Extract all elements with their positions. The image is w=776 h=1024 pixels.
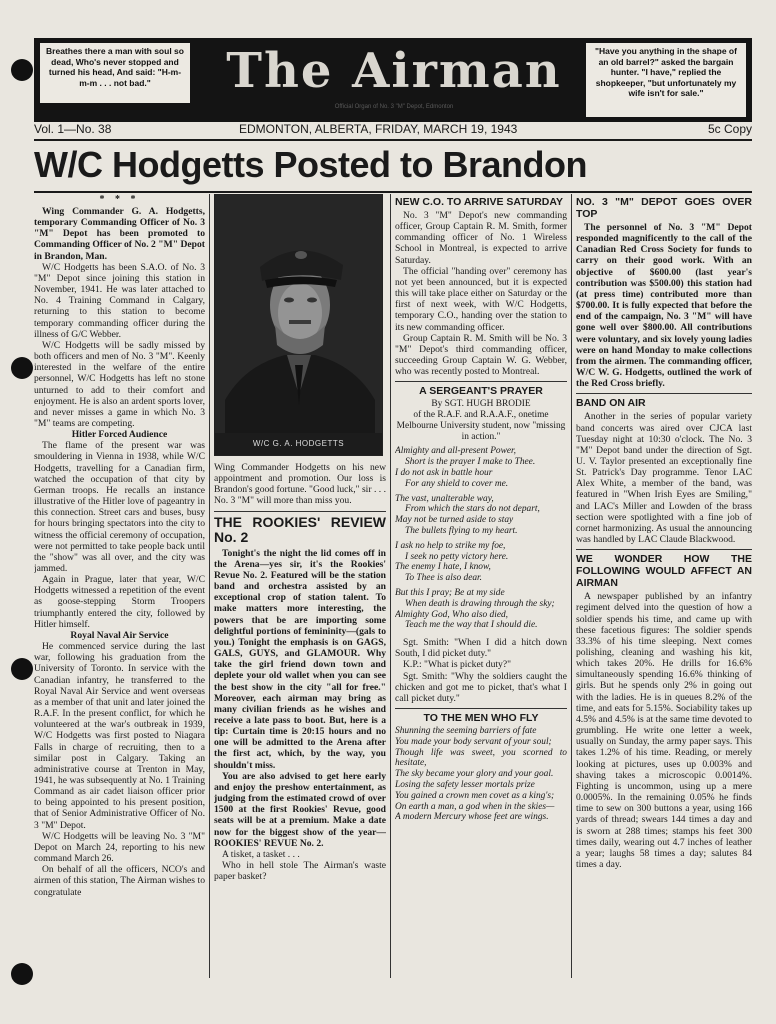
rookies-paragraph: Tonight's the night the lid comes off in the Arena—yes sir, it's the Rookies' Revue No. 2. Featured will be the station band and orchestra assisted by an exceptional crop of station talent. To make matters more interesting, the powers that be are importing some delightful portions of femininity—(gals to you.) Tonight the emphasis is on GAGS, GALS, GUYS, and GLAMOUR. Why take the girl friend down town and deplete your old wallet when you can see the best show in the city "all for free." Moreover, each airman may bring as many civilian friends as he wishes and receive a late pass to boot. But, here is a tip: Curtain time is 20:15 hours and no one will be admitted to the Arena after the first act, which, by the way, you shouldn't miss. — [214, 547, 386, 771]
dateline-rule — [34, 139, 752, 141]
price: 5c Copy — [707, 122, 752, 136]
lead-story-column — [34, 194, 205, 978]
men-who-fly-heading: TO THE MEN WHO FLY — [423, 712, 539, 725]
column-rule — [390, 194, 391, 978]
photo-caption: W/C G. A. HODGETTS — [215, 433, 382, 455]
punch-hole — [11, 357, 33, 379]
new-co-paragraph: The official "handing over" ceremony has not yet been announced, but it is expected this will take place either on Saturday or the first of next week, with W/C Hodgetts, temporary C.O., handing over the station to its new commanding officer. — [395, 265, 567, 333]
punch-hole — [11, 59, 33, 81]
prayer-line: I do not ask in battle hour — [395, 467, 493, 478]
portrait-image — [215, 195, 383, 456]
section-rule — [576, 549, 752, 550]
column-four — [576, 194, 752, 978]
lead-paragraph: On behalf of all the officers, NCO's and airmen of this station, The Airman wishes to congratulate — [34, 864, 205, 898]
headline-rule — [34, 191, 752, 193]
joke-line: Sgt. Smith: "When I did a hitch down South, I did picket duty." — [395, 637, 567, 660]
lead-paragraph: W/C Hodgetts will be sadly missed by both officers and men of No. 3 "M". Keenly interested in the welfare of the entire personnel, W/C Hodgetts has left no stone unturned to add to their comfort and enjoyment. He is also an ardent sports lover, and never misses a game in which No. 3 "M" teams are competing. — [34, 339, 205, 429]
punch-hole — [11, 658, 33, 680]
joke-line: K.P.: "What is picket duty?" — [403, 659, 512, 671]
wonder-paragraph: A newspaper published by an infantry regiment delved into the question of how a soldier spends his time, and came up with these facetious figures: The soldier spends 33.3% of his time sleeping. Next comes polishing, cleaning and washing his kit, which takes 20%. He drills for 16.6% simultaneously spending 16.6% thinking of girls. But he spends only 2% in going out with the ladies. He is in queues 8.2% of the time, and eats for 5.15%. Sociability takes up 4.5% and 4.5% is at the same time devoted to grumbling. He write one letter a week, usually on Sunday, the army paper says. This takes 1.2% of his time. Reading, or merely looking at pictures, uses up 0.003% and shaving takes a microscopic 0.0014%. Fighting is uncommon, using up a mere 0.0005%. In the remaining 0.05% he finds time to sew on 300 buttons a year, using 166 yards of thread; swears 144 times a day and is sworn at 288 times; stamps his feet 300 times daily, wearing out 4.7 inches of leather a year; laughs 58 times a day; salutes 84 times a day. — [576, 591, 752, 870]
rookies-heading: THE ROOKIES' REVIEW No. 2 — [214, 513, 386, 545]
band-paragraph: Another in the series of popular variety band concerts was aired over CJCA last Tuesday night at 10:30 o'clock. The No. 3 "M" Depot band under the direction of Sgt. U. V. Taylor presented an exceptionally fine St. Patrick's Day programme. Tenor LAC Alex White, a member of the band, was featured in "When Irish Eyes are Smiling," and LAC's Miller and Lowden of the brass section were spotlighted with a fine job of cornet harmonizing. As usual the announcing was handled by LAC Claude Blackwood. — [576, 411, 752, 546]
punch-hole — [11, 963, 33, 985]
prayer-line: When death is drawing through the sky; — [405, 598, 555, 609]
section-rule — [214, 511, 386, 512]
section-rule — [576, 393, 752, 394]
joke-line: Sgt. Smith: "Why the soldiers caught the chicken and got me to picket, that's what I call picket duty." — [395, 670, 567, 704]
lead-paragraph: The flame of the present war was smouldering in Vienna in 1938, while W/C Hodgetts, travelling for a Canadian firm, watched the occupation of that city by German troops. He recalls an instance illustrative of the Hitler love of pageantry in this connection. Street cars and buses, busy for hours bringing spectators into the city to witness the official ceremony of occupation, were not permitted to take people back until the "show" was all over, and the city was jammed. — [34, 440, 205, 574]
new-co-paragraph: Group Captain R. M. Smith will be No. 3 "M" Depot's third commanding officer, succeeding Group Captain W. G. Webber, who was recently posted to Montreal. — [395, 332, 567, 378]
masthead-title: The Airman — [226, 43, 562, 99]
prayer-line: Almighty God, Who also died, — [395, 609, 509, 620]
prayer-byline: By SGT. HUGH BRODIE — [431, 399, 531, 410]
lead-paragraph: He commenced service during the last war, following his graduation from the University of Toronto. In service with the Canadian infantry, he transferred to the Royal Naval Air Service and went overseas as a member of that unit and later joined the R.A.F. In the present conflict, for which he volunteered at the war's outbreak in 1939, W/C Hodgetts was first posted to Niagara Falls in charge of recruiting, then to a similar post in Calgary. Taking an administrative course at Trenton in May, 1941, he was subsequently at No. 1 Training Command as air cadet liaison officer prior to being appointed to his present position, that of Senior Administrative Officer of No. 3 "M" Depot. — [34, 641, 205, 831]
section-rule — [395, 708, 567, 709]
masthead-subtitle: Official Organ of No. 3 "M" Depot, Edmonton — [334, 104, 454, 110]
prayer-line: I seek no petty victory here. — [405, 551, 509, 562]
masthead — [34, 38, 752, 122]
photo-column — [214, 194, 386, 978]
new-co-paragraph: No. 3 "M" Depot's new commanding officer, Group Captain R. M. Smith, former commanding officer of No. 1 Wireless School in Montreal, is expected to arrive Saturday. — [395, 210, 567, 266]
dateline — [34, 120, 752, 138]
prayer-line: To Thee is also dear. — [405, 573, 483, 584]
place-date: EDMONTON, ALBERTA, FRIDAY, MARCH 19, 1943 — [239, 122, 518, 136]
rookies-paragraph: You are also advised to get here early and enjoy the preshow entertainment, as judging from the estimated crowd of over 1500 at the first Rookies' Revue, good seats will be at a premium. Make a date now for the biggest show of the year—ROOKIES' REVUE No. 2. — [214, 770, 386, 849]
lead-paragraph: Wing Commander G. A. Hodgetts, temporary Commanding Officer of No. 3 "M" Depot has been promoted to Commanding Officer of No. 2 "M" Depot in Brandon, Man. — [34, 206, 205, 262]
prayer-line: Teach me the way that I should die. — [405, 620, 538, 631]
lead-stars: * * * — [99, 194, 140, 205]
prayer-line: The vast, unalterable way, — [395, 493, 494, 504]
fly-line: A modern Mercury whose feet are wings. — [395, 812, 549, 823]
masthead-ear-right: "Have you anything in the shape of an old barrel?" asked the bargain hunter. "I have," replied the shopkeeper, "but unfortunately my wife isn't for sale." — [586, 43, 746, 117]
prayer-line: For any shield to cover me. — [405, 478, 509, 489]
column-three — [395, 194, 567, 978]
depot-paragraph: The personnel of No. 3 "M" Depot responded magnificently to the call of the Canadian Red Cross Society for funds to carry on their good work. With an objective of $600.00 (last year's contribution was $500.00) this station had (at press time) contributed more than $700.00. It is fully expected that before the end of the campaign, No. 3 "M" will have gone well over $800.00. All contributions were voluntary, and six lovely young ladies were on hand Monday to make collections from the airmen. The commanding officer, W/C W. G. Hodgetts, outlined the work of the Red Cross briefly. — [576, 222, 752, 390]
men-who-fly-poem — [395, 726, 567, 823]
fly-line: You gained a crown men covet as a king's; — [395, 790, 555, 801]
prayer-line: Short is the prayer I make to Thee. — [405, 457, 536, 468]
rookies-paragraph: A tisket, a tasket . . . — [222, 848, 300, 860]
column-rule — [209, 194, 210, 978]
rookies-paragraph: Who in hell stole The Airman's waste paper basket? — [214, 860, 386, 883]
fly-line: You made your body servant of your soul; — [395, 736, 552, 747]
fly-line: Losing the safety lesser mortals prize — [395, 780, 535, 791]
prayer-heading: A SERGEANT'S PRAYER — [419, 385, 543, 398]
main-headline: W/C Hodgetts Posted to Brandon — [34, 144, 587, 185]
lead-paragraph: W/C Hodgetts has been S.A.O. of No. 3 "M" Depot since joining this station in November, 1941. He was later attached to No. 4 Training Command in Calgary, returning to this station to become temporary commanding officer during the illness of G/C Webber. — [34, 261, 205, 340]
depot-heading: NO. 3 "M" DEPOT GOES OVER TOP — [576, 196, 752, 220]
fly-line: Shunning the seeming barriers of fate — [395, 726, 537, 737]
prayer-line: I ask no help to strike my foe, — [395, 540, 506, 551]
portrait-photo — [214, 194, 383, 456]
band-heading: BAND ON AIR — [576, 397, 646, 410]
prayer-line: The enemy I hate, I know, — [395, 562, 491, 573]
prayer-line: The bullets flying to my heart. — [405, 525, 518, 536]
prayer-line: But this I pray; Be at my side — [395, 587, 505, 598]
column-rule — [571, 194, 572, 978]
prayer-line: May not be turned aside to stay — [395, 515, 514, 526]
lead-paragraph: W/C Hodgetts will be leaving No. 3 "M" Depot on March 24, reporting to his new command March 26. — [34, 830, 205, 865]
prayer-poem — [395, 446, 567, 631]
prayer-line: Almighty and all-present Power, — [395, 446, 516, 457]
fly-line: On earth a man, a god when in the skies— — [395, 801, 555, 812]
lead-paragraph: Again in Prague, later that year, W/C Hodgetts witnessed a repetition of the event as goose-stepping Storm Troopers triumphantly entered the city, followed by Hitler himself. — [34, 574, 205, 630]
volume-number: Vol. 1—No. 38 — [34, 122, 112, 136]
new-co-heading: NEW C.O. TO ARRIVE SATURDAY — [395, 196, 564, 208]
fly-line: The sky became your glory and your goal. — [395, 769, 554, 780]
lead-subhead: Hitler Forced Audience — [71, 429, 168, 441]
masthead-ear-left: Breathes there a man with soul so dead, Who's never stopped and turned his head, And said: "H-m-m-m . . . not bad." — [40, 43, 190, 103]
lead-subhead: Royal Naval Air Service — [70, 629, 169, 641]
prayer-line: From which the stars do not depart, — [405, 504, 540, 515]
lead-continuation: Wing Commander Hodgetts on his new appointment and promotion. Our loss is Brandon's good fortune. "Good luck," sir . . . No. 3 "M" will more than miss you. — [214, 462, 386, 507]
section-rule — [395, 381, 567, 382]
prayer-intro: of the R.A.F. and R.A.A.F., onetime Melbourne University student, now "missing in action." — [396, 410, 566, 443]
wonder-heading: WE WONDER HOW THE FOLLOWING WOULD AFFECT AN AIRMAN — [576, 553, 752, 590]
fly-line: Though life was sweet, you scorned to hesitate, — [395, 747, 567, 769]
